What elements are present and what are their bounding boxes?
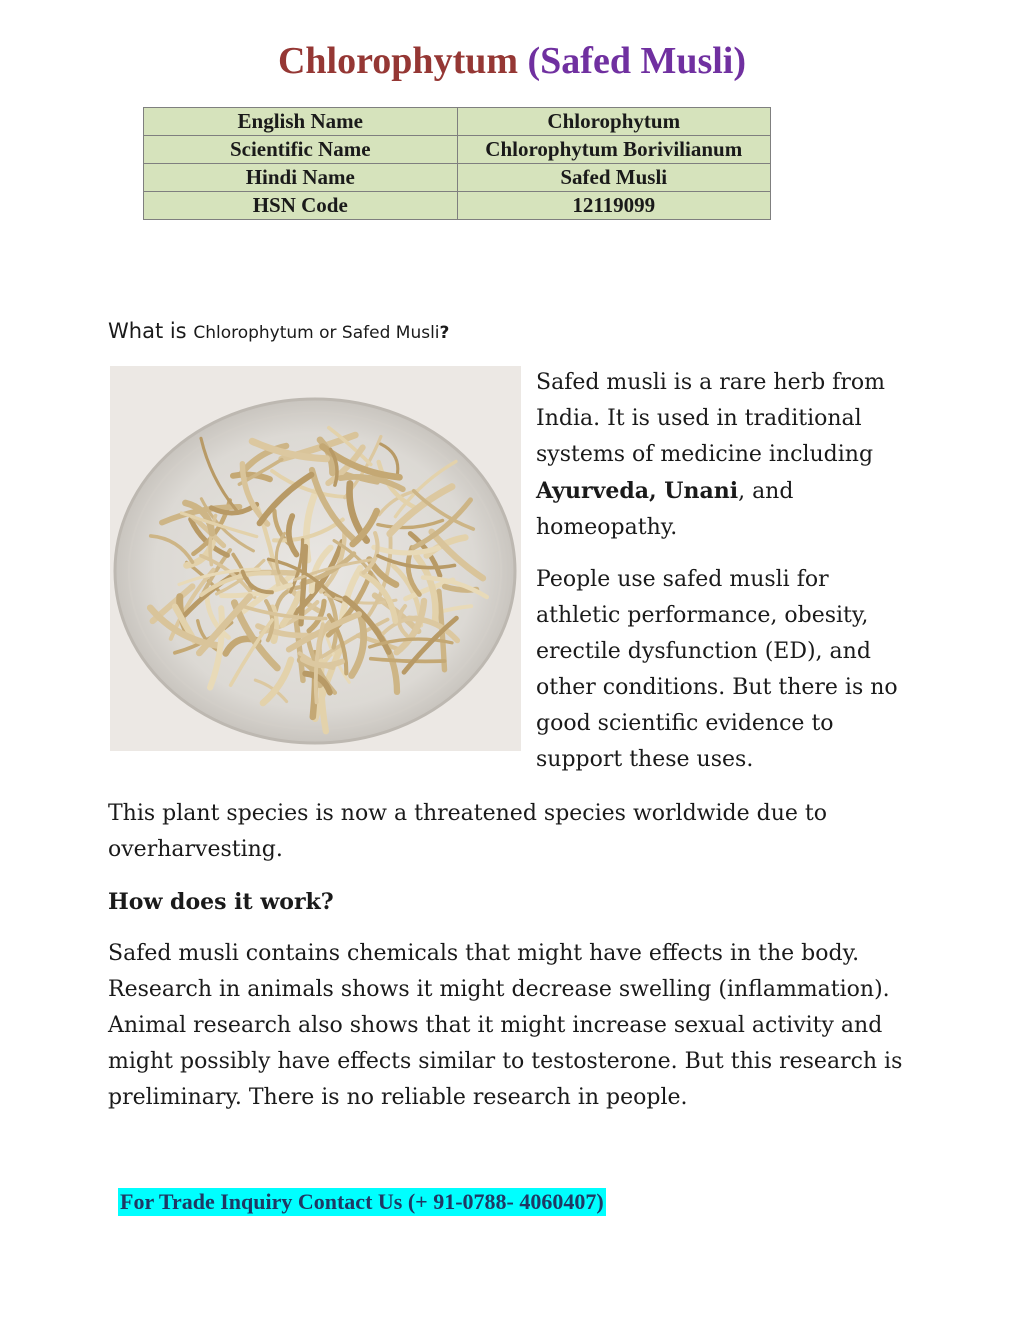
row-label: Hindi Name <box>144 164 458 192</box>
contact-line: For Trade Inquiry Contact Us (+ 91-0788- 4060407) <box>120 1189 604 1214</box>
main-text <box>108 796 938 1132</box>
question-heading <box>108 316 449 348</box>
safed-musli-photo <box>110 366 521 751</box>
question-prefix: What is <box>108 319 187 343</box>
title-sub: (Safed Musli) <box>527 40 747 82</box>
paragraph: People use safed musli for athletic performance, obesity, erectile dysfunction (ED), and other conditions. But there is no good scientific evidence to support these uses. <box>536 567 898 772</box>
row-label: Scientific Name <box>144 136 458 164</box>
table-row <box>144 136 771 164</box>
paragraph <box>536 365 916 546</box>
question-mark: ? <box>439 323 450 343</box>
info-table <box>143 107 771 220</box>
title-main: Chlorophytum <box>277 40 519 82</box>
row-value: Safed Musli <box>457 164 771 192</box>
table-row <box>144 192 771 220</box>
row-label: HSN Code <box>144 192 458 220</box>
paragraph: This plant species is now a threatened species worldwide due to overharvesting. <box>108 801 827 862</box>
page-title <box>0 38 1024 84</box>
row-value: Chlorophytum Borivilianum <box>457 136 771 164</box>
text: Safed musli is a rare herb from India. It is used in traditional systems of medicine including <box>536 370 885 467</box>
table-row <box>144 108 771 136</box>
row-value: Chlorophytum <box>457 108 771 136</box>
text: , and homeopathy. <box>536 479 794 540</box>
row-value: 12119099 <box>457 192 771 220</box>
section-heading: How does it work? <box>108 889 334 915</box>
intro-text <box>536 365 916 794</box>
bold-text: Ayurveda, Unani <box>536 478 739 504</box>
safed-musli-image <box>110 366 521 751</box>
table-row <box>144 164 771 192</box>
row-label: English Name <box>144 108 458 136</box>
question-subject: Chlorophytum or Safed Musli <box>193 323 440 343</box>
paragraph: Safed musli contains chemicals that might have effects in the body. Research in animals shows it might decrease swelling (inflammation). Animal research also shows that it might increase sexual activity and might possibly have effects similar to testosterone. But this research is preliminary. There is no reliable research in people. <box>108 941 903 1110</box>
